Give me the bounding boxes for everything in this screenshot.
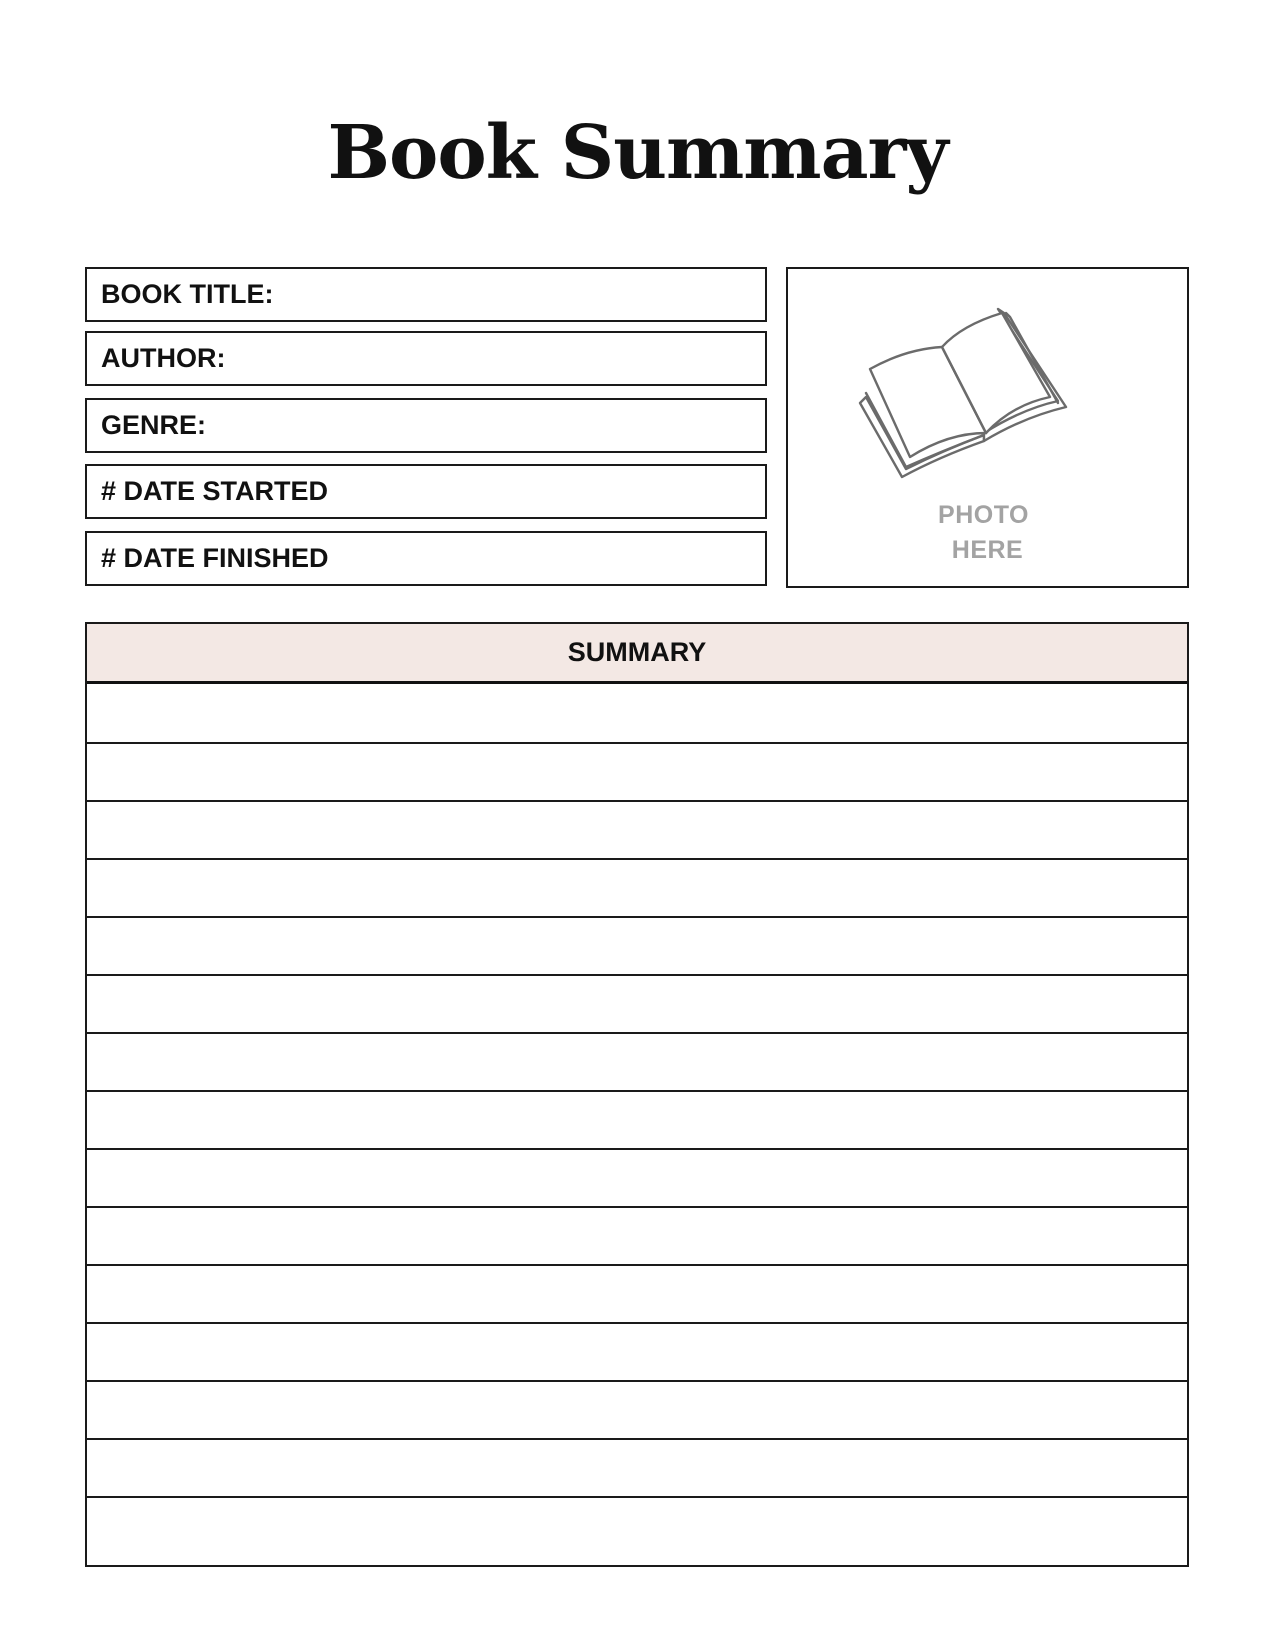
open-book-icon — [854, 305, 1084, 495]
photo-placeholder[interactable] — [786, 267, 1189, 588]
genre-label: GENRE: — [101, 410, 207, 440]
summary-line[interactable] — [87, 1438, 1187, 1440]
book-title-label: BOOK TITLE: — [101, 279, 274, 309]
summary-line[interactable] — [87, 1032, 1187, 1034]
summary-line[interactable] — [87, 916, 1187, 918]
author-label: AUTHOR: — [101, 343, 226, 373]
summary-line[interactable] — [87, 1322, 1187, 1324]
book-title-field[interactable] — [85, 267, 767, 322]
page-title: Book Summary — [327, 110, 948, 196]
photo-label-line-1: PHOTO — [938, 501, 1029, 529]
summary-section — [85, 622, 1189, 1567]
summary-line[interactable] — [87, 1496, 1187, 1498]
summary-line[interactable] — [87, 858, 1187, 860]
author-field[interactable] — [85, 331, 767, 386]
summary-line[interactable] — [87, 1206, 1187, 1208]
summary-heading: SUMMARY — [87, 624, 1187, 684]
date-finished-label: # DATE FINISHED — [101, 543, 329, 573]
summary-line[interactable] — [87, 742, 1187, 744]
date-started-label: # DATE STARTED — [101, 476, 329, 506]
summary-line[interactable] — [87, 1148, 1187, 1150]
summary-line[interactable] — [87, 1090, 1187, 1092]
photo-label-line-2: HERE — [951, 536, 1024, 564]
summary-line[interactable] — [87, 1264, 1187, 1266]
summary-line[interactable] — [87, 974, 1187, 976]
summary-line[interactable] — [87, 1380, 1187, 1382]
summary-line[interactable] — [87, 800, 1187, 802]
date-finished-field[interactable] — [85, 531, 767, 586]
genre-field[interactable] — [85, 398, 767, 453]
date-started-field[interactable] — [85, 464, 767, 519]
